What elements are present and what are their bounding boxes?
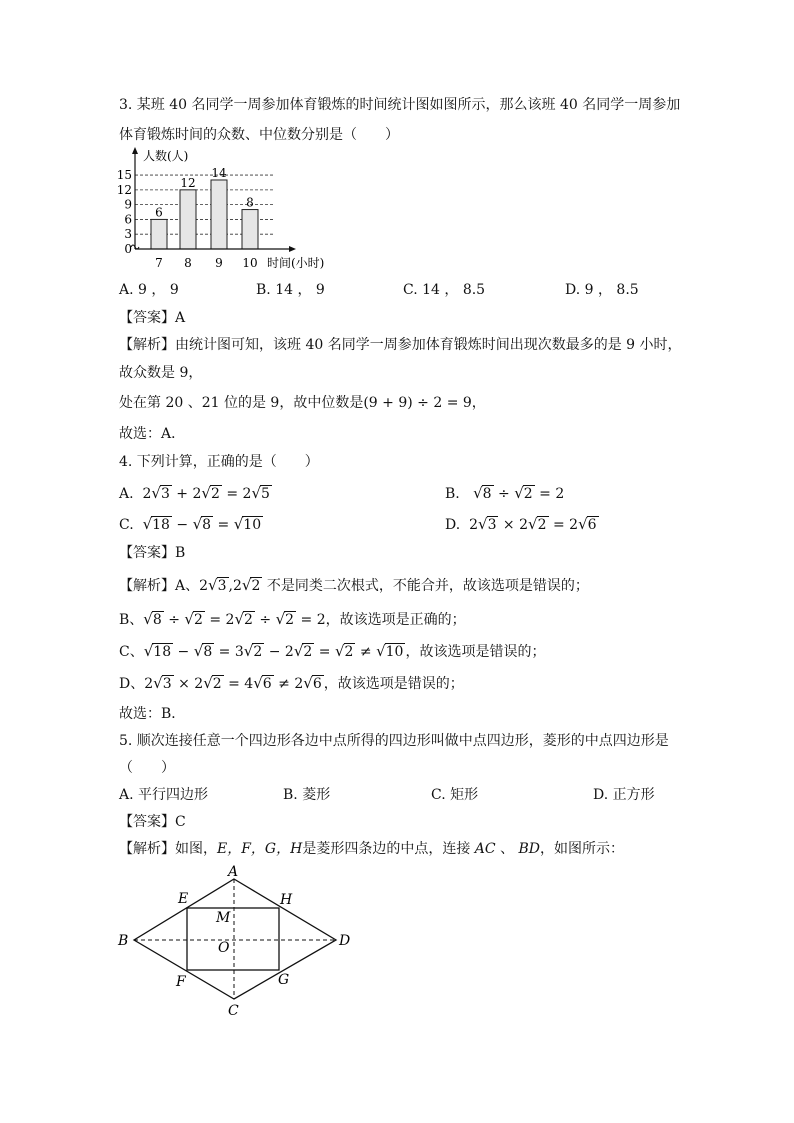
label-h: H [280,892,293,908]
bar-8 [180,190,196,249]
label-f: F [176,974,186,990]
q5-analysis-vars: E，F，G，H [217,841,303,857]
x-tick-label-8: 8 [184,256,192,270]
y-tick-label-0: 0 [124,242,132,256]
q3-median-formula: (9 + 9) ÷ 2 = 9 [363,395,472,411]
bar-7 [151,219,167,249]
q3-analysis-line3-post: ， [471,395,486,411]
q5-analysis-pre: 【解析】如图， [119,841,217,857]
q5-analysis-mid: 是菱形四条边的中点，连接 [302,841,471,857]
label-d: D [339,933,351,949]
label-g: G [278,972,290,988]
y-tick-label-15: 15 [116,168,132,183]
q4-option-b-label: B. [445,486,460,502]
q3-answer: 【答案】A [119,310,186,326]
q4-analysis-c-pre: C、 [119,644,144,660]
q5-analysis-bd: BD [518,841,541,857]
q4-option-d-label: D. [445,517,461,533]
q4-analysis-c-post: ，故该选项是错误的； [405,644,546,660]
label-m: M [216,910,231,926]
q4-analysis-b-post: ，故该选项是正确的； [325,612,466,628]
midpoint-rectangle-efgh [187,908,279,970]
x-tick-label-9: 9 [215,256,223,270]
q3-option-a: A. 9 ， 9 [119,282,179,298]
q4-analysis-a-pre: 【解析】A、 [119,578,200,594]
q3-option-c: C. 14 ， 8.5 [403,282,486,298]
q5-option-a: A. 平行四边形 [119,787,209,803]
q3-option-d: D. 9 ， 8.5 [565,282,639,298]
q4-analysis-c-formula: √18 − √8 = 3√2 − 2√2 = √2 ≠ √10 [143,642,404,660]
y-axis-title: 人数(人) [143,149,189,163]
q4-analysis-d [119,673,464,694]
q3-stem-line1: 3. 某班 40 名同学一周参加体育锻炼的时间统计图如图所示，那么该班 40 名同学一周参加 [119,97,681,113]
q4-option-c [119,514,263,535]
q4-option-a-formula: 2√3 + 2√2 = 2√5 [138,484,270,502]
y-tick-label-12: 12 [116,182,132,197]
label-o: O [218,940,230,956]
q3-stem-line2: 体育锻炼时间的众数、中位数分别是（ ） [119,127,399,143]
x-tick-label-10: 10 [242,256,258,270]
q5-analysis-ac: AC [474,841,496,857]
x-tick-label-7: 7 [155,256,163,270]
rhombus-abcd [134,879,336,999]
q4-analysis-a-formula: 2√3 ,2√2 [199,576,261,594]
q4-analysis-d-post: ，故该选项是错误的； [323,676,464,692]
x-axis-title: 时间(小时) [267,256,325,270]
q4-analysis-b-pre: B、 [119,612,144,628]
q5-option-c: C. 矩形 [431,787,479,803]
q4-option-a-label: A. [119,486,134,502]
q5-option-d: D. 正方形 [593,787,655,803]
q4-option-d [445,514,599,535]
q4-analysis-d-formula: 2√3 × 2√2 = 4√6 ≠ 2√6 [144,674,322,692]
q5-stem-line2: （ ） [119,760,175,776]
bar-10 [242,210,258,249]
bar-value-label-10: 8 [246,195,254,210]
q3-analysis-line3-pre: 处在第 20 、21 位的是 9，故中位数是 [119,395,364,411]
q3-analysis-line2: 故众数是 9， [119,365,203,381]
q3-conclusion: 故选：A． [119,426,186,442]
q4-stem: 4. 下列计算，正确的是（ ） [119,454,319,470]
x-axis-arrow-icon [289,246,296,252]
q4-analysis-d-pre: D、 [119,676,145,692]
label-b: B [118,933,129,949]
q4-option-d-formula: 2√3 × 2√2 = 2√6 [464,515,597,533]
label-e: E [178,891,189,907]
q5-analysis [119,839,624,859]
q5-option-b: B. 菱形 [283,787,331,803]
q3-analysis-line3 [119,393,486,413]
q5-answer: 【答案】C [119,814,186,830]
q4-option-b [445,483,564,504]
y-tick-label-9: 9 [124,197,132,212]
q4-conclusion: 故选：B． [119,706,186,722]
q4-analysis-a [119,575,589,596]
q5-analysis-sep: 、 [500,841,515,857]
q4-answer: 【答案】B [119,545,186,561]
q5-analysis-post: ，如图所示： [540,841,625,857]
bar-9 [211,180,227,249]
q4-analysis-b-formula: √8 ÷ √2 = 2√2 ÷ √2 = 2 [143,610,326,628]
q3-option-b: B. 14 ， 9 [256,282,325,298]
bar-value-label-9: 14 [211,165,227,180]
y-tick-label-6: 6 [124,212,132,227]
q5-rhombus-figure [110,860,360,1020]
q4-analysis-b [119,609,466,630]
q4-option-c-label: C. [119,517,134,533]
label-a: A [228,864,239,880]
q4-analysis-a-post: 不是同类二次根式，不能合并，故该选项是错误的； [266,578,589,594]
label-c: C [228,1003,239,1019]
q5-stem-line1: 5. 顺次连接任意一个四边形各边中点所得的四边形叫做中点四边形，菱形的中点四边形是 [119,733,669,749]
q4-option-a [119,483,272,504]
bar-value-label-8: 12 [180,175,196,190]
q3-bar-chart [115,146,345,272]
q4-analysis-c [119,641,545,662]
q3-analysis-line1: 【解析】由统计图可知，该班 40 名同学一周参加体育锻炼时间出现次数最多的是 9 小时， [119,337,682,353]
bar-value-label-7: 6 [155,205,163,220]
y-tick-label-3: 3 [124,227,132,242]
y-axis-arrow-icon [132,147,138,154]
q4-option-b-formula: √8 ÷ √2 = 2 [473,484,565,502]
q4-option-c-formula: √18 − √8 = √10 [142,515,262,533]
